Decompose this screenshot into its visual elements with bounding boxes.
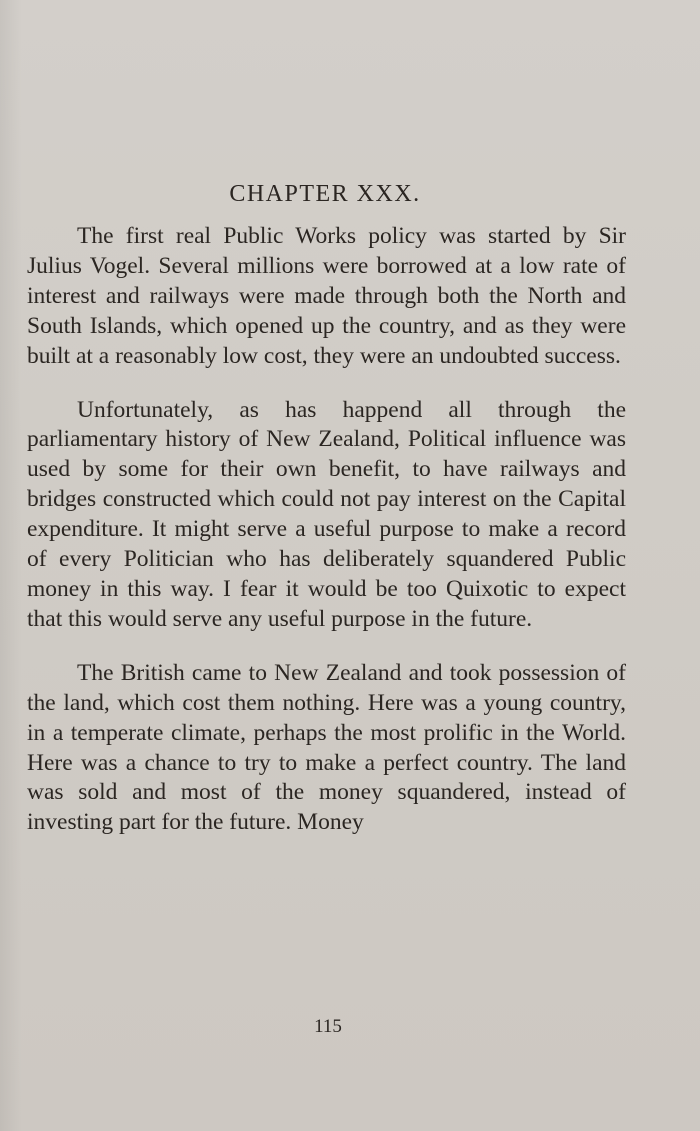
chapter-body <box>27 222 626 862</box>
paragraph-public-works: The first real Public Works policy was started by Sir Julius Vogel. Several millions were borrowed at a low rate of interest and railways were made through both the North and South Islands, which opened up the country, and as they were built at a reasonably low cost, they were an undoubted success. <box>27 223 626 369</box>
paragraph-political-influence: Unfortunately, as has happend all through the parliamentary history of New Zealand, Political influence was used by some for their own benefit, to have railways and bridges constructed which could not pay interest on the Capital expenditure. It might serve a useful purpose to make a record of every Politician who has deliberately squandered Public money in this way. I fear it would be too Quixotic to expect that this would serve any useful purpose in the future. <box>27 396 626 632</box>
page-number: 115 <box>314 1016 342 1037</box>
chapter-title: CHAPTER XXX. <box>229 181 421 207</box>
paragraph-british-land: The British came to New Zealand and took possession of the land, which cost them nothing. Here was a young country, in a temperate climate, perhaps the most prolific in the World. Here was a chance to try to make a perfect country. The land was sold and most of the money squandered, instead of investing part for the future. Money <box>27 659 626 836</box>
